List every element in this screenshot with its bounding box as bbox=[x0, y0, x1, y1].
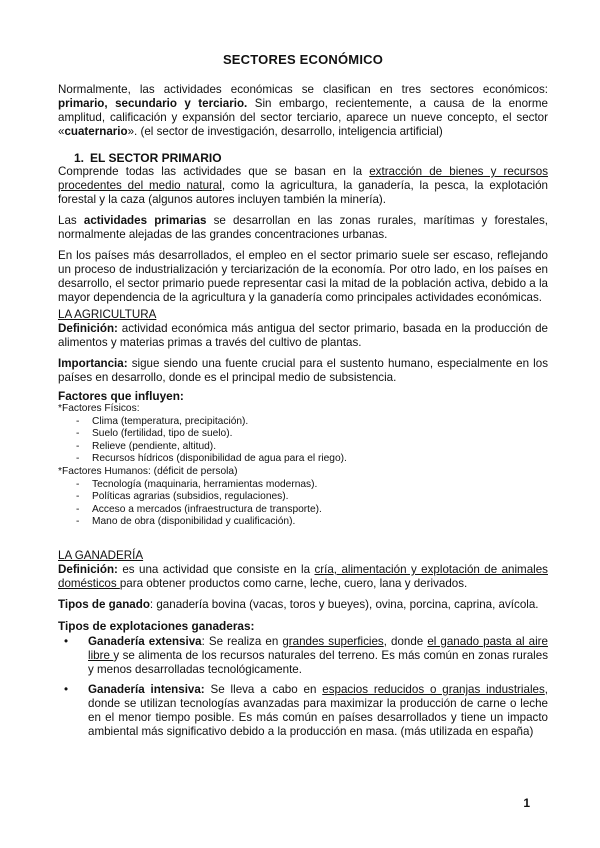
definition-label: Definición: bbox=[58, 562, 118, 576]
item-text: Se lleva a cabo en bbox=[204, 682, 323, 696]
item-text: : Se realiza en bbox=[201, 634, 283, 648]
agricultura-definicion bbox=[58, 322, 548, 350]
importance-label: Importancia: bbox=[58, 357, 128, 370]
definition-text: actividad económica más antigua del sector primario, basada en la producción de alimentos y materias primas a través del cultivo de plantas. bbox=[58, 322, 548, 349]
paragraph-text: Las bbox=[58, 214, 84, 227]
explotaciones-list bbox=[58, 635, 548, 739]
definition-text: es una actividad que consiste en la bbox=[117, 562, 315, 576]
item-text: y se alimenta de los recursos naturales del terreno. Es más común en zonas rurales y menos desarrolladas tecnológicamente. bbox=[88, 648, 548, 676]
paragraph-text: , como la agricultura, la ganadería, la pesca, la explotación forestal y la caza (algunos autores incluyen también la minería). bbox=[58, 179, 548, 206]
primario-paragraph-2 bbox=[58, 214, 548, 242]
underlined-text: extracción de bienes y recursos procedentes del medio natural bbox=[58, 165, 548, 192]
section-heading-text: EL SECTOR PRIMARIO bbox=[90, 151, 222, 165]
list-item: - Políticas agrarias (subsidios, regulaciones). bbox=[76, 491, 548, 504]
item-text: , donde bbox=[383, 634, 428, 648]
list-item: - Acceso a mercados (infraestructura de transporte). bbox=[76, 504, 548, 517]
bold-text: actividades primarias bbox=[83, 214, 207, 227]
item-text: , donde se utilizan tecnologías avanzadas para maximizar la producción de carne o leche en el menor tiempo posible. Es más común en países desarrollados y tiene un impacto ambiental más significativo debido a la producción en masa. (más utilizada en españa) bbox=[88, 682, 549, 738]
item-label: Ganadería intensiva: bbox=[88, 682, 205, 696]
paragraph-text: se desarrollan en las zonas rurales, marítimas y forestales, normalmente alejadas de las grandes concentraciones urbanas. bbox=[58, 214, 549, 241]
underlined-text: cría, alimentación y explotación de animales domésticos bbox=[58, 562, 548, 590]
explotaciones-heading: Tipos de explotaciones ganaderas: bbox=[58, 618, 255, 633]
page-number: 1 bbox=[523, 796, 530, 810]
ganaderia-definicion bbox=[58, 563, 548, 591]
item-label: Ganadería extensiva bbox=[88, 634, 202, 648]
list-item: - Mano de obra (disponibilidad y cualificación). bbox=[76, 516, 548, 529]
definition-label: Definición: bbox=[58, 322, 118, 335]
list-item: - Recursos hídricos (disponibilidad de agua para el riego). bbox=[76, 453, 548, 466]
factores-fisicos-list bbox=[58, 416, 548, 466]
bullet-icon: • bbox=[64, 682, 69, 696]
intro-text: ». (el sector de investigación, desarrollo, inteligencia artificial) bbox=[127, 125, 443, 138]
intro-text: Normalmente, las actividades económicas se clasifican en tres sectores económicos: bbox=[58, 83, 548, 96]
ganaderia-tipos bbox=[58, 598, 548, 612]
section-heading-primario bbox=[74, 151, 548, 165]
subsection-heading-agricultura: LA AGRICULTURA bbox=[58, 308, 157, 321]
tipos-text: : ganadería bovina (vacas, toros y bueyes), ovina, porcina, caprina, avícola. bbox=[149, 597, 539, 611]
subsection-heading-ganaderia: LA GANADERÍA bbox=[58, 548, 144, 562]
list-item: - Tecnología (maquinaria, herramientas modernas). bbox=[76, 479, 548, 492]
factores-fisicos-label: *Factores Físicos: bbox=[58, 403, 140, 414]
agricultura-importancia bbox=[58, 357, 548, 385]
intro-text: Sin embargo, recientemente, a causa de la enorme amplitud, calificación y expansión del sector terciario, aparece un nueve concepto, el sector « bbox=[58, 97, 548, 138]
intro-paragraph bbox=[58, 83, 548, 139]
underlined-text: el ganado pasta al aire libre bbox=[88, 634, 548, 662]
page-title: SECTORES ECONÓMICO bbox=[222, 52, 384, 67]
factores-heading: Factores que influyen: bbox=[58, 389, 184, 403]
importance-text: sigue siendo una fuente crucial para el sustento humano, especialmente en los países en desarrollo, donde es el principal medio de subsistencia. bbox=[58, 357, 548, 384]
tipos-label: Tipos de ganado bbox=[58, 597, 150, 611]
document-page bbox=[58, 52, 548, 745]
factores-humanos-list bbox=[58, 479, 548, 529]
factores-humanos-label: *Factores Humanos: (déficit de persola) bbox=[58, 465, 238, 477]
primario-paragraph-3: En los países más desarrollados, el empleo en el sector primario suele ser escaso, reflejando un proceso de industrialización y terciarización de la economía. Por otro lado, en los países en desarrollo, el sector primario puede representar casi la mitad de la población activa, debido a la mayor dependencia de la agricultura y la ganadería como principales actividades económicas. bbox=[58, 249, 548, 304]
bullet-icon: • bbox=[64, 634, 69, 648]
list-item-extensiva bbox=[64, 635, 548, 677]
definition-text: para obtener productos como carne, leche, cuero, lana y derivados. bbox=[119, 576, 468, 590]
list-item-intensiva bbox=[64, 683, 548, 739]
primario-paragraph-1 bbox=[58, 165, 548, 207]
list-item: - Clima (temperatura, precipitación). bbox=[76, 416, 548, 429]
list-item: - Suelo (fertilidad, tipo de suelo). bbox=[76, 428, 548, 441]
underlined-text: grandes superficies bbox=[282, 634, 384, 648]
intro-bold-cuaternario: cuaternario bbox=[64, 125, 128, 138]
paragraph-text: Comprende todas las actividades que se basan en la bbox=[58, 165, 370, 178]
list-item: - Relieve (pendiente, altitud). bbox=[76, 441, 548, 454]
intro-bold-sectors: primario, secundario y terciario. bbox=[58, 97, 248, 110]
section-number: 1. bbox=[74, 151, 85, 165]
underlined-text: espacios reducidos o granjas industriales bbox=[322, 682, 545, 696]
